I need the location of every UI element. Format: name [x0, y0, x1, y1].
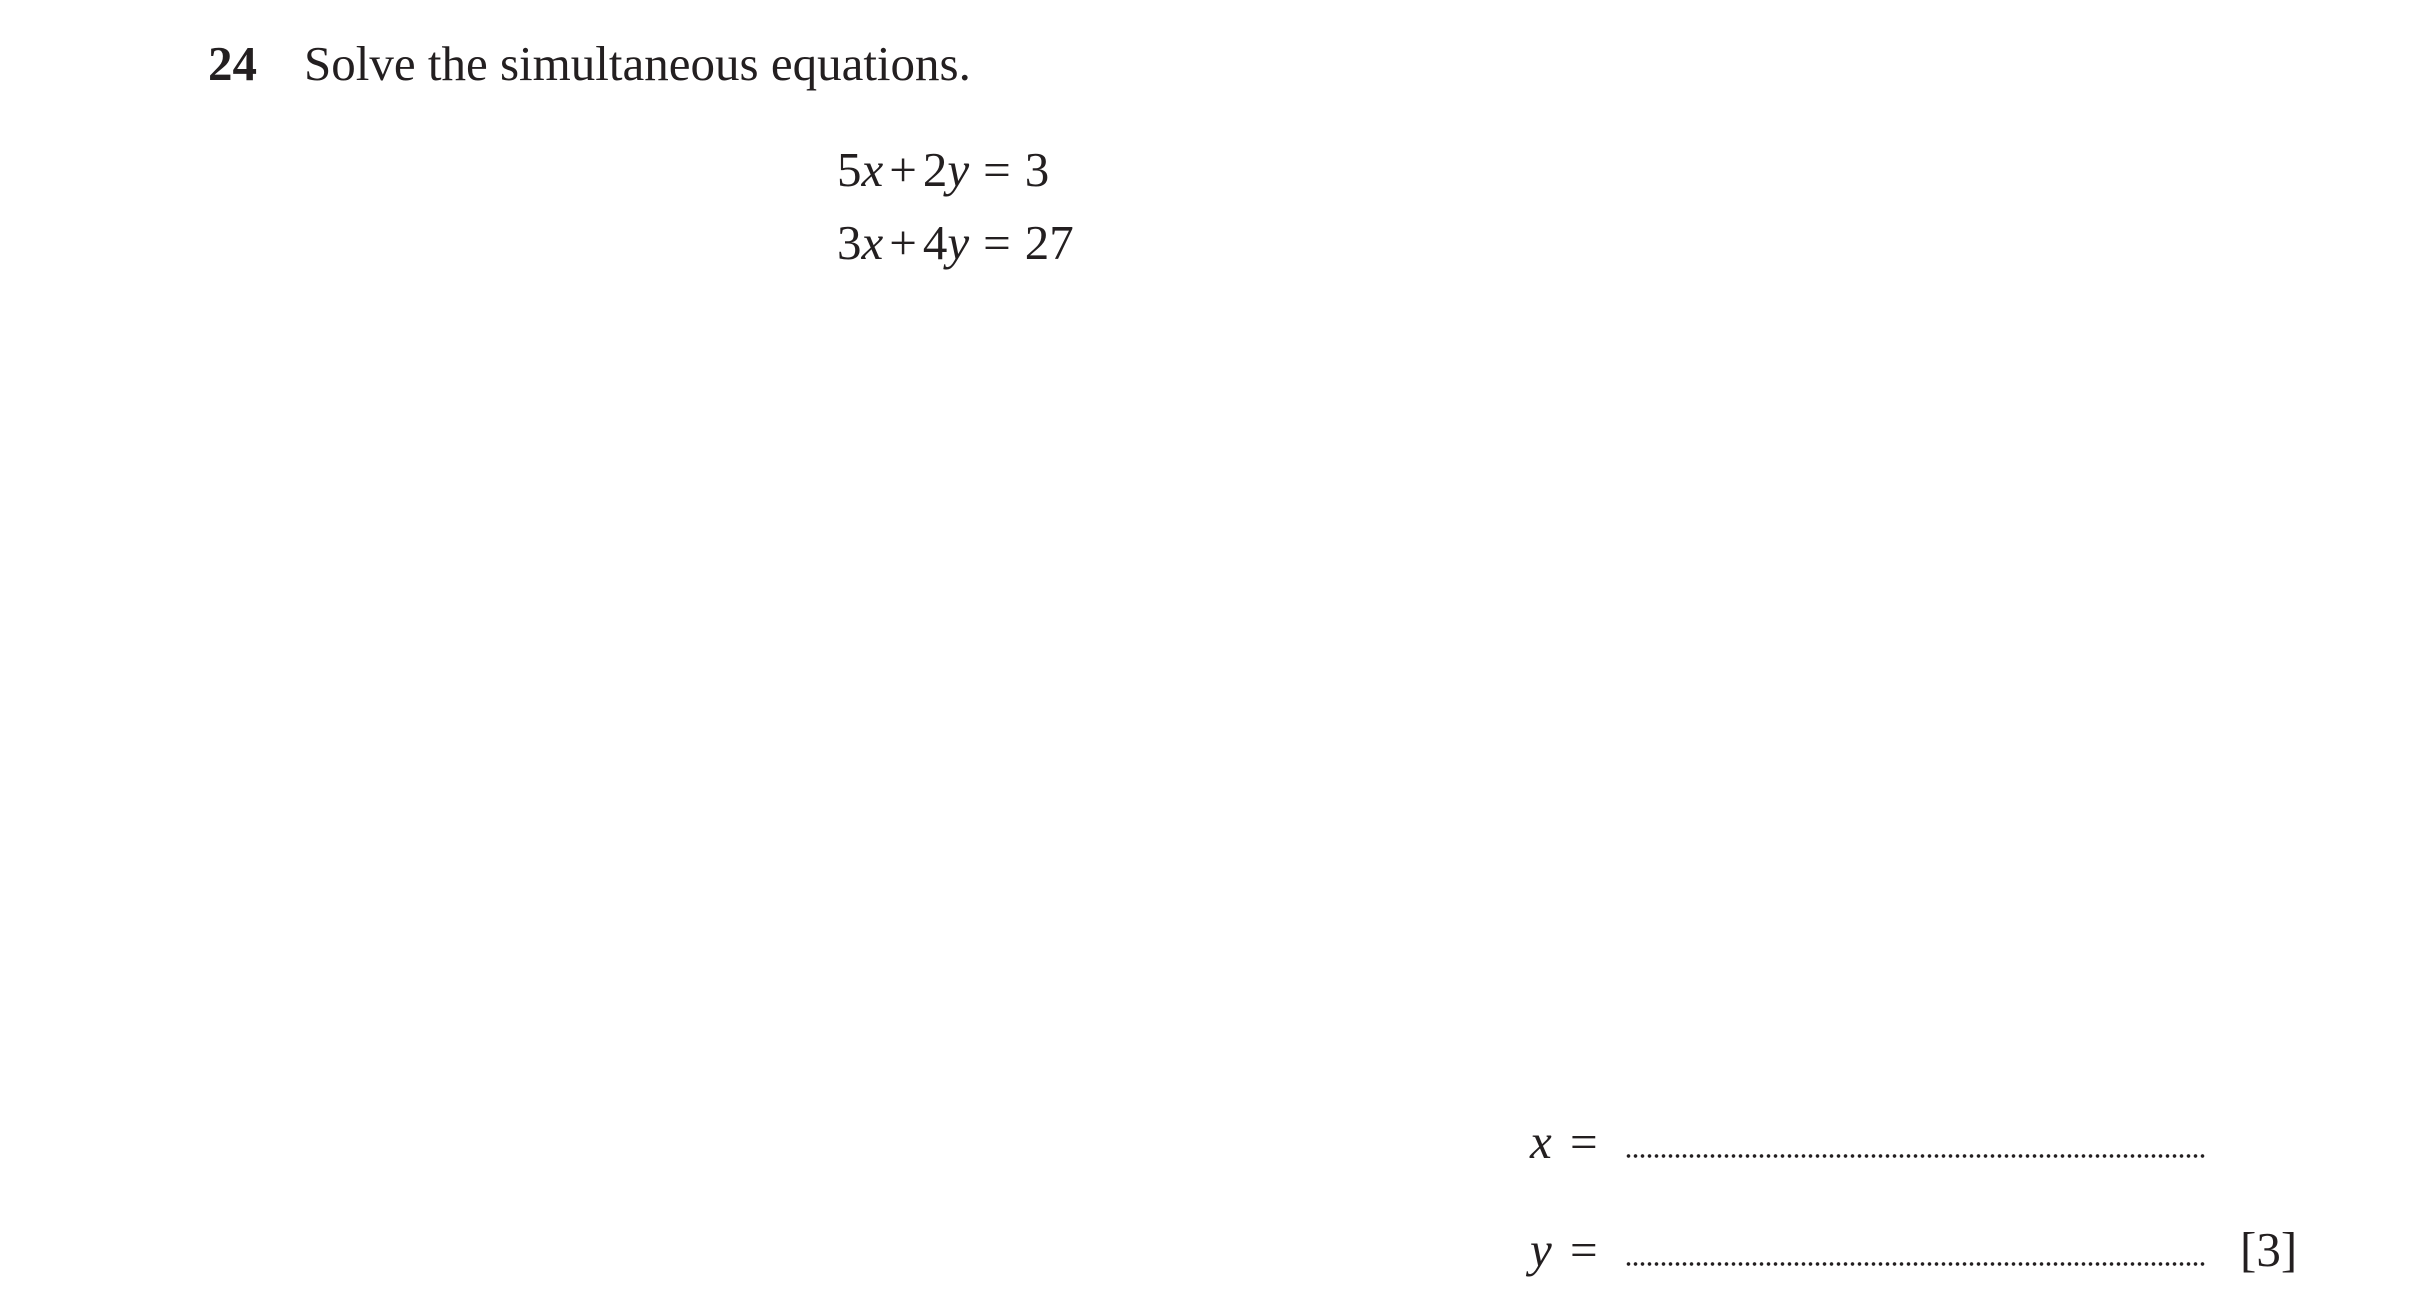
operator: +	[889, 142, 917, 197]
answer-variable-x: x	[1530, 1114, 1552, 1169]
right-hand-side: 27	[1024, 215, 1074, 270]
equals-sign: =	[983, 215, 1011, 270]
answer-label-y	[1530, 1220, 1598, 1280]
answer-field-y[interactable]	[1625, 1262, 2205, 1266]
answer-field-x[interactable]	[1625, 1154, 2205, 1158]
variable: x	[861, 142, 884, 197]
coefficient: 2	[922, 142, 948, 197]
variable: y	[947, 142, 970, 197]
equals-sign: =	[983, 142, 1011, 197]
marks-allocation: [3]	[2240, 1222, 2298, 1277]
question-number: 24	[208, 36, 257, 91]
operator: +	[889, 215, 917, 270]
right-hand-side: 3	[1024, 142, 1050, 197]
variable: x	[861, 215, 884, 270]
answer-equals-x: =	[1570, 1114, 1598, 1169]
coefficient: 4	[922, 215, 948, 270]
answer-equals-y: =	[1570, 1222, 1598, 1277]
coefficient: 3	[837, 215, 862, 270]
answer-label-x	[1530, 1112, 1598, 1172]
variable: y	[947, 215, 970, 270]
question-text: Solve the simultaneous equations.	[304, 36, 971, 91]
answer-variable-y: y	[1530, 1222, 1552, 1277]
equation-2	[837, 213, 1074, 273]
coefficient: 5	[837, 142, 862, 197]
equation-1	[837, 140, 1049, 200]
